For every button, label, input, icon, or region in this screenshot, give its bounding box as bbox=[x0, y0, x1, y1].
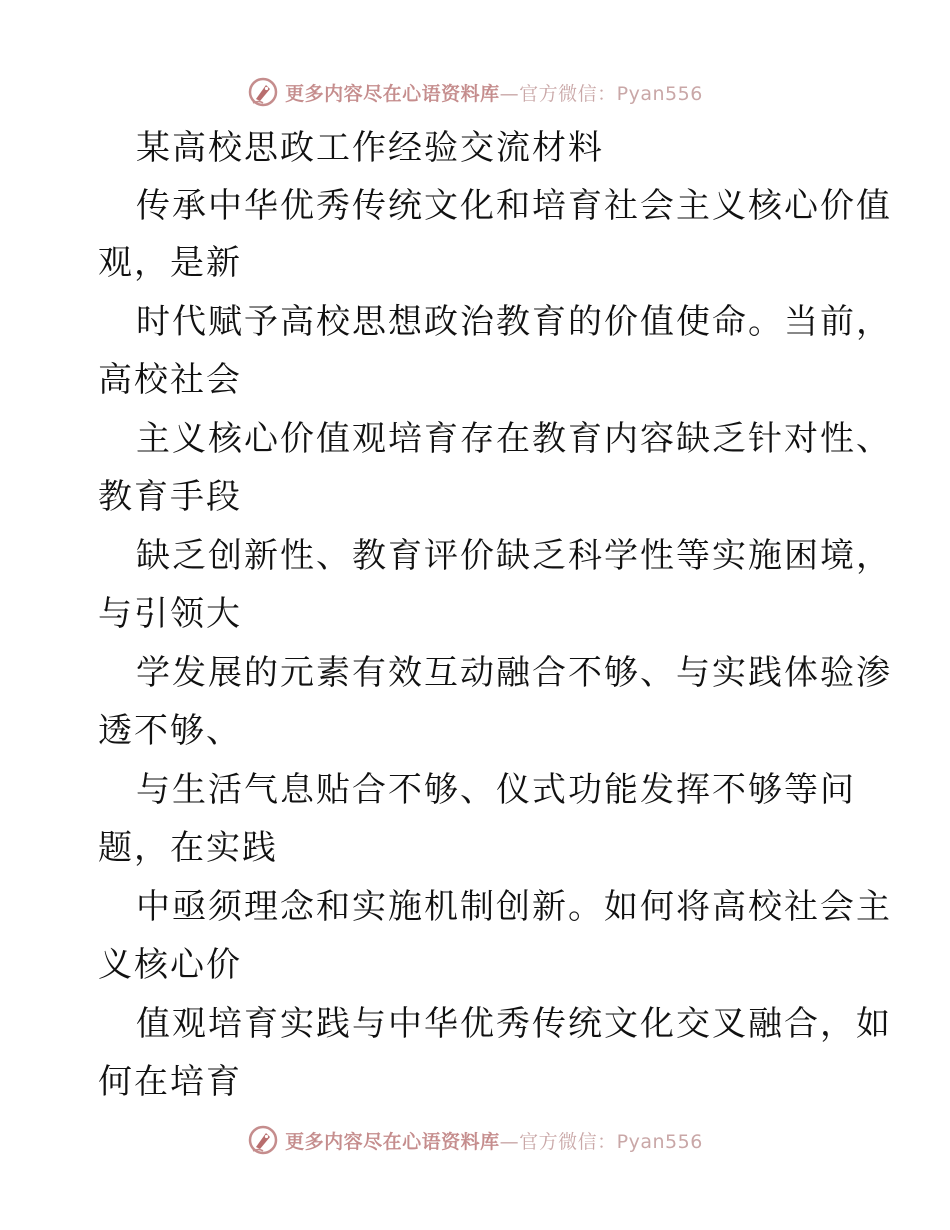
paragraph-line: 高校社会 bbox=[98, 360, 242, 400]
document-title: 某高校思政工作经验交流材料 bbox=[136, 128, 604, 168]
paragraph-line: 中亟须理念和实施机制创新。如何将高校社会主 bbox=[136, 887, 892, 927]
paragraph-line: 透不够、 bbox=[98, 711, 242, 751]
watermark-text bbox=[285, 79, 703, 106]
paragraph-line: 传承中华优秀传统文化和培育社会主义核心价值 bbox=[136, 186, 892, 226]
paragraph-line: 时代赋予高校思想政治教育的价值使命。当前， bbox=[136, 302, 892, 342]
paragraph-line: 义核心价 bbox=[98, 945, 242, 985]
paragraph-line: 观，是新 bbox=[98, 243, 242, 283]
watermark-contact: 官方微信：Pyan556 bbox=[519, 82, 703, 105]
pen-nib-logo-icon bbox=[247, 76, 279, 108]
watermark-separator: — bbox=[499, 82, 520, 105]
watermark-brand: 更多内容尽在心语资料库 bbox=[285, 1130, 500, 1153]
watermark-brand: 更多内容尽在心语资料库 bbox=[285, 82, 500, 105]
watermark-text bbox=[285, 1127, 703, 1154]
paragraph-line: 与生活气息贴合不够、仪式功能发挥不够等问 bbox=[136, 770, 856, 810]
paragraph-line: 何在培育 bbox=[98, 1062, 242, 1102]
watermark-separator: — bbox=[499, 1130, 520, 1153]
paragraph-line: 题，在实践 bbox=[98, 828, 278, 868]
paragraph-line: 值观培育实践与中华优秀传统文化交叉融合，如 bbox=[136, 1004, 892, 1044]
paragraph-line: 教育手段 bbox=[98, 477, 242, 517]
pen-nib-logo-icon bbox=[247, 1124, 279, 1156]
header-watermark bbox=[0, 72, 950, 112]
footer-watermark bbox=[0, 1120, 950, 1160]
watermark-contact: 官方微信：Pyan556 bbox=[519, 1130, 703, 1153]
paragraph-line: 与引领大 bbox=[98, 594, 242, 634]
paragraph-line: 主义核心价值观培育存在教育内容缺乏针对性、 bbox=[136, 419, 892, 459]
paragraph-line: 缺乏创新性、教育评价缺乏科学性等实施困境， bbox=[136, 536, 892, 576]
paragraph-line: 学发展的元素有效互动融合不够、与实践体验渗 bbox=[136, 653, 892, 693]
